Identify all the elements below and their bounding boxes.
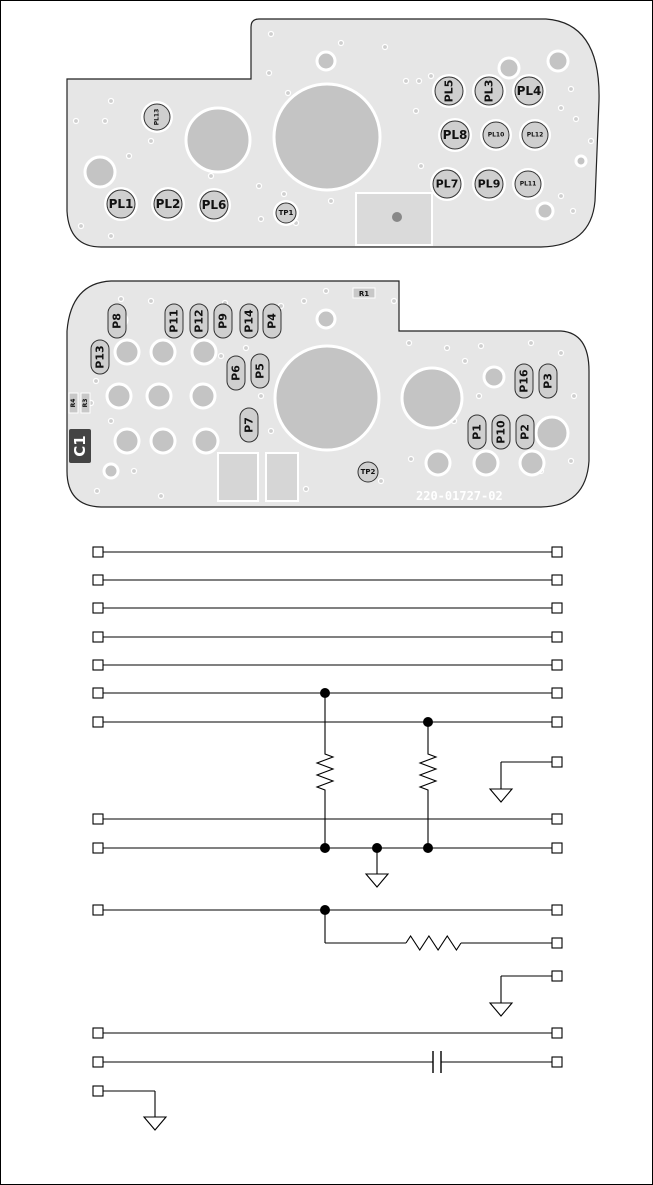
via <box>479 344 484 349</box>
pad-label: PL6 <box>201 198 227 212</box>
mounting-hole <box>548 51 568 71</box>
pad-label: PL11 <box>519 180 537 188</box>
r1-label: R1 <box>358 290 370 298</box>
via <box>477 394 482 399</box>
board-part-number: 220-01727-02 <box>416 489 503 503</box>
via <box>329 199 334 204</box>
pad-label: PL3 <box>482 79 496 103</box>
via <box>159 494 164 499</box>
mounting-hole <box>275 346 379 450</box>
terminal <box>552 603 562 613</box>
via <box>529 341 534 346</box>
via <box>383 45 388 50</box>
terminal <box>552 843 562 853</box>
key-hole <box>151 340 175 364</box>
pad-p16 <box>515 364 533 398</box>
pad-label: P10 <box>494 420 508 444</box>
mounting-hole <box>484 367 504 387</box>
pad-pl11 <box>512 168 544 200</box>
pad-label: PL13 <box>153 108 161 126</box>
mounting-hole <box>537 203 553 219</box>
via <box>269 429 274 434</box>
via <box>589 139 594 144</box>
terminal <box>93 660 103 670</box>
pad-label: P2 <box>518 424 532 440</box>
pad-pl6 <box>197 188 231 222</box>
pad-label: PL8 <box>442 128 468 142</box>
pad-p6 <box>227 356 245 390</box>
pad-p2 <box>516 415 534 449</box>
via <box>569 87 574 92</box>
pad-label: PL10 <box>487 131 505 139</box>
pad-label: PL7 <box>435 177 459 191</box>
via <box>414 109 419 114</box>
via <box>286 91 291 96</box>
pad-label: P6 <box>229 365 243 381</box>
via <box>219 354 224 359</box>
key-hole <box>115 429 139 453</box>
pad-pl4 <box>512 74 546 108</box>
via <box>209 174 214 179</box>
connector-footprint <box>266 453 298 501</box>
mounting-hole <box>576 156 586 166</box>
terminal <box>552 660 562 670</box>
pad-label: PL4 <box>516 84 542 98</box>
pad-p8 <box>108 304 126 338</box>
pad-label: P11 <box>167 309 181 333</box>
terminal <box>552 905 562 915</box>
pad-label: P14 <box>242 309 256 333</box>
via <box>149 299 154 304</box>
via <box>392 299 397 304</box>
tp2-label: TP2 <box>360 468 376 476</box>
terminal <box>93 1028 103 1038</box>
via <box>445 346 450 351</box>
mounting-hole <box>274 84 380 190</box>
terminal <box>552 575 562 585</box>
pad-label: P5 <box>253 363 267 379</box>
terminal <box>93 632 103 642</box>
via <box>574 117 579 122</box>
terminal <box>93 814 103 824</box>
mounting-hole <box>317 310 335 328</box>
pad-pl7 <box>430 167 464 201</box>
pad-pl10 <box>480 119 512 151</box>
connector-footprint <box>218 453 258 501</box>
c1-label: C1 <box>71 435 89 457</box>
terminal <box>93 1086 103 1096</box>
key-hole <box>194 429 218 453</box>
r4-label: R4 <box>70 398 77 408</box>
terminal <box>93 1057 103 1067</box>
pad-pl9 <box>472 167 506 201</box>
pad-label: P8 <box>110 313 124 329</box>
pad-label: P16 <box>517 369 531 393</box>
via <box>463 359 468 364</box>
pad-label: PL9 <box>477 177 501 191</box>
key-hole <box>107 384 131 408</box>
via <box>282 192 287 197</box>
terminal <box>552 1057 562 1067</box>
terminal <box>552 688 562 698</box>
pad-pl1 <box>104 187 138 221</box>
via <box>417 79 422 84</box>
pad-label: PL12 <box>526 131 544 139</box>
terminal <box>552 717 562 727</box>
mounting-hole <box>186 108 250 172</box>
pad-pl13 <box>141 101 173 133</box>
pad-label: PL2 <box>155 197 181 211</box>
pad-label: PL5 <box>442 79 456 103</box>
terminal <box>93 843 103 853</box>
key-hole <box>426 451 450 475</box>
via <box>419 164 424 169</box>
pad-pl3 <box>472 74 506 108</box>
key-hole <box>520 451 544 475</box>
via <box>95 489 100 494</box>
via <box>572 394 577 399</box>
via <box>244 346 249 351</box>
via <box>74 119 79 124</box>
terminal <box>552 971 562 981</box>
pad-tp1 <box>273 200 299 226</box>
via <box>559 351 564 356</box>
pad-pl5 <box>432 74 466 108</box>
via <box>257 184 262 189</box>
pad-label: P4 <box>265 313 279 329</box>
via <box>119 297 124 302</box>
pad-p4 <box>263 304 281 338</box>
via <box>569 459 574 464</box>
mounting-hole <box>85 157 115 187</box>
via <box>392 212 402 222</box>
via <box>324 289 329 294</box>
key-hole <box>474 451 498 475</box>
junction-node <box>423 843 433 853</box>
via <box>559 194 564 199</box>
mounting-hole <box>402 368 462 428</box>
pad-p14 <box>240 304 258 338</box>
pad-label: P1 <box>470 424 484 440</box>
pad-p1 <box>468 415 486 449</box>
terminal <box>552 1028 562 1038</box>
terminal <box>552 938 562 948</box>
pad-p5 <box>251 354 269 388</box>
via <box>132 469 137 474</box>
ground-symbol <box>366 874 388 887</box>
via <box>79 224 84 229</box>
key-hole <box>151 429 175 453</box>
pad-label: P13 <box>93 345 107 369</box>
terminal <box>552 757 562 767</box>
via <box>259 217 264 222</box>
ground-symbol <box>490 1003 512 1016</box>
resistor <box>420 746 436 798</box>
pad-label: TP1 <box>278 209 294 217</box>
via <box>109 419 114 424</box>
pad-pl12 <box>519 119 551 151</box>
mounting-hole <box>499 58 519 78</box>
key-hole <box>115 340 139 364</box>
terminal <box>552 814 562 824</box>
terminal <box>93 603 103 613</box>
resistor <box>406 936 461 950</box>
via <box>267 71 272 76</box>
via <box>269 32 274 37</box>
via <box>404 79 409 84</box>
terminal <box>93 688 103 698</box>
terminal <box>552 632 562 642</box>
pad-p13 <box>91 340 109 374</box>
pad-p9 <box>214 304 232 338</box>
pad-label: PL1 <box>108 197 134 211</box>
pad-p12 <box>190 304 208 338</box>
mounting-hole <box>317 52 335 70</box>
terminal <box>552 547 562 557</box>
terminal <box>93 575 103 585</box>
mounting-hole <box>536 417 568 449</box>
via <box>109 99 114 104</box>
ground-symbol <box>490 789 512 802</box>
via <box>127 154 132 159</box>
diagram-canvas <box>1 1 652 1184</box>
key-hole <box>191 384 215 408</box>
via <box>149 139 154 144</box>
terminal <box>93 547 103 557</box>
via <box>103 119 108 124</box>
via <box>379 479 384 484</box>
via <box>109 234 114 239</box>
schematic <box>93 547 562 1130</box>
bottom-pcb-board <box>67 281 589 507</box>
key-hole <box>147 384 171 408</box>
via <box>559 106 564 111</box>
via <box>94 379 99 384</box>
pad-p3 <box>539 364 557 398</box>
top-pcb-board <box>67 19 599 247</box>
via <box>259 394 264 399</box>
pad-pl8 <box>438 118 472 152</box>
key-hole <box>192 340 216 364</box>
mounting-hole <box>104 464 118 478</box>
via <box>571 209 576 214</box>
via <box>409 457 414 462</box>
pad-label: P12 <box>192 309 206 333</box>
ground-symbol <box>144 1117 166 1130</box>
pad-label: P7 <box>242 417 256 433</box>
resistor <box>317 746 333 798</box>
pad-p7 <box>240 408 258 442</box>
pad-p10 <box>492 415 510 449</box>
pad-label: P3 <box>541 373 555 389</box>
pad-pl2 <box>151 187 185 221</box>
pad-label: P9 <box>216 313 230 329</box>
pad-p11 <box>165 304 183 338</box>
junction-node <box>320 843 330 853</box>
via <box>407 341 412 346</box>
terminal <box>93 717 103 727</box>
via <box>304 487 309 492</box>
via <box>339 41 344 46</box>
r3-label: R3 <box>82 398 89 408</box>
terminal <box>93 905 103 915</box>
via <box>302 299 307 304</box>
via <box>429 74 434 79</box>
